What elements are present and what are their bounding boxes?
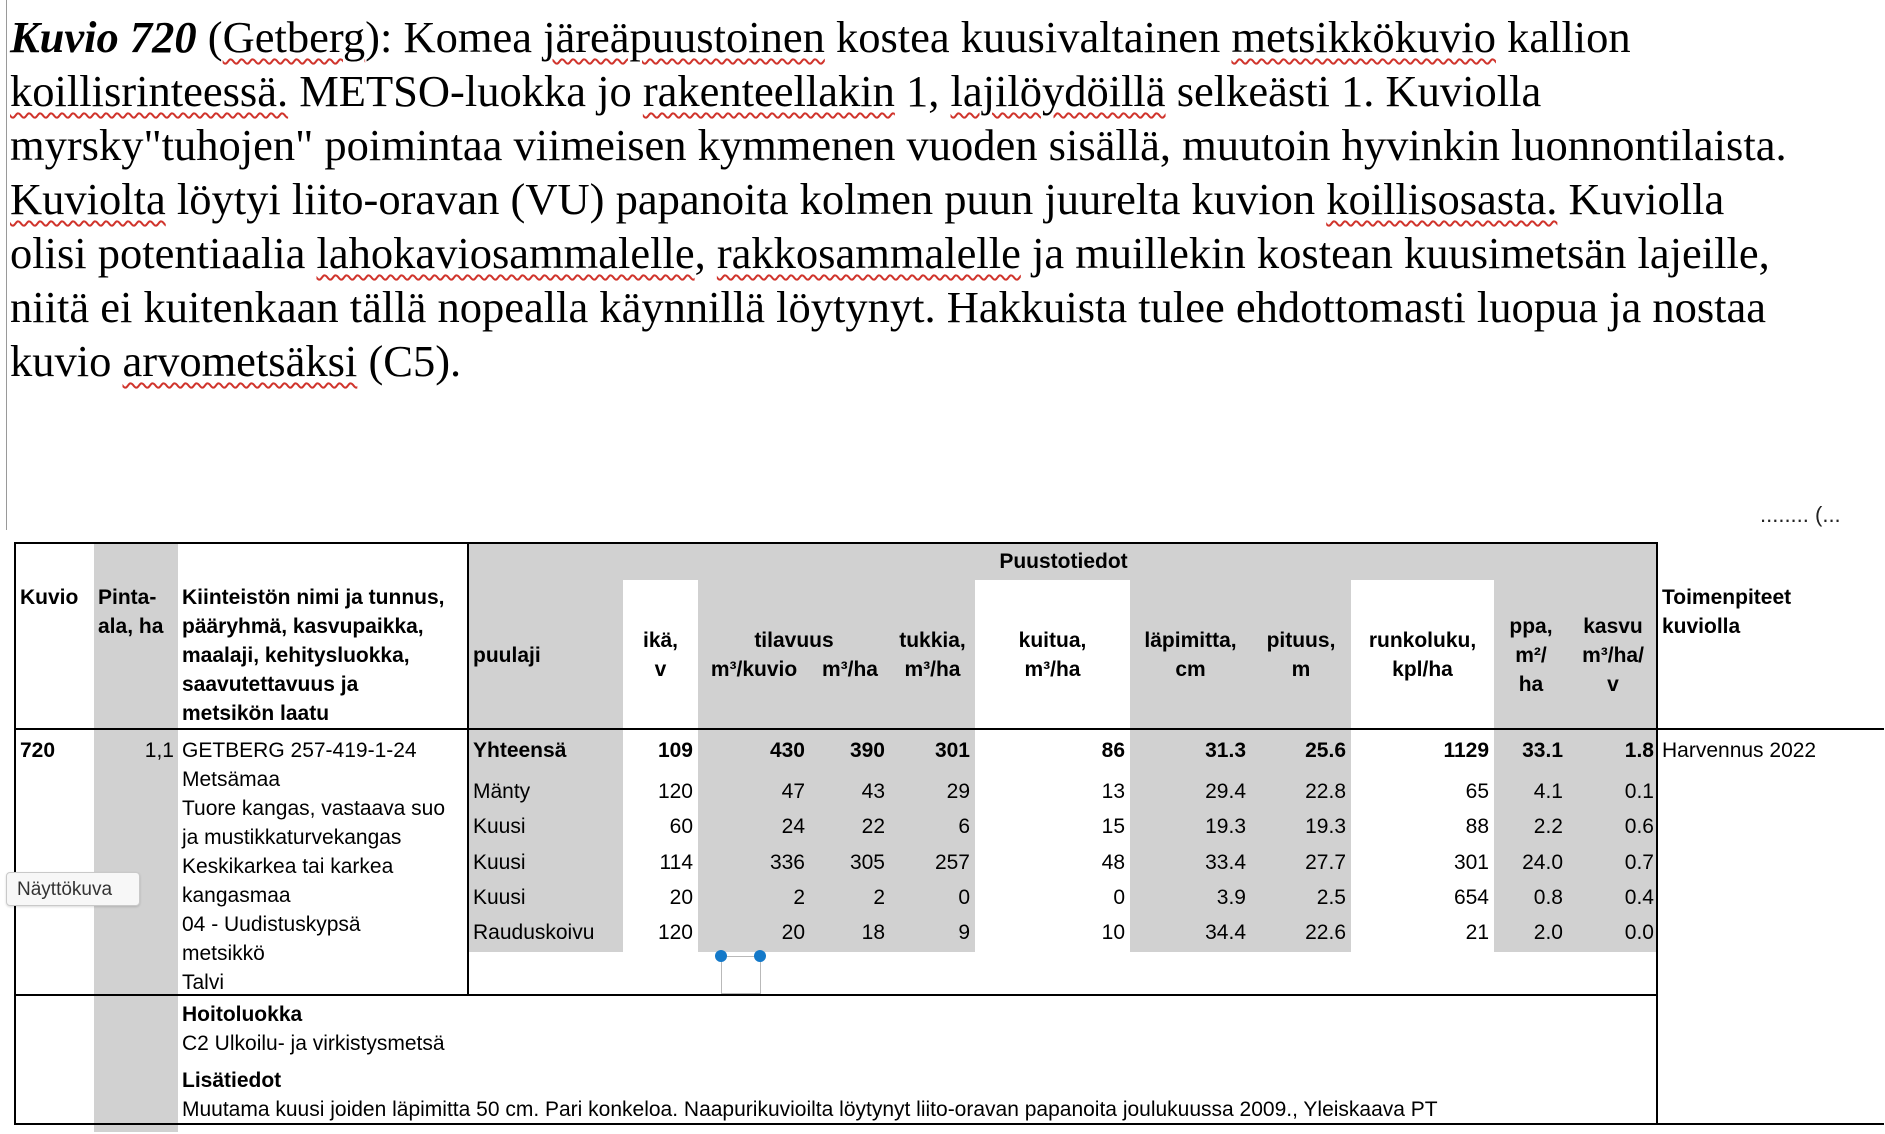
header-kuvio: Kuvio <box>20 586 79 609</box>
header-runko-2: kpl/ha <box>1392 658 1453 681</box>
species-cell-lapi: 19.3 <box>1205 815 1246 838</box>
species-cell-pituus: 22.6 <box>1305 921 1346 944</box>
species-cell-ppa: 2.0 <box>1533 921 1563 944</box>
species-cell-m3ha: 18 <box>861 921 885 944</box>
header-kuitua-1: kuitua, <box>1018 629 1087 652</box>
species-cell-puulaji: Kuusi <box>473 815 526 838</box>
species-cell-m3ha: 2 <box>873 886 885 909</box>
species-cell-runko: 654 <box>1453 886 1489 909</box>
stand-info-line: GETBERG 257-419-1-24 <box>182 739 417 762</box>
total-cell-kuitua: 86 <box>1101 739 1125 762</box>
header-ika-1: ikä, <box>642 629 679 652</box>
table-left-border <box>14 542 16 1125</box>
lisatiedot-title: Lisätiedot <box>182 1069 282 1092</box>
spellcheck-word: rakkosammalelle <box>716 228 1021 278</box>
header-lapi-1: läpimitta, <box>1144 629 1237 652</box>
header-lapi-2: cm <box>1175 658 1206 681</box>
hoitoluokka-title: Hoitoluokka <box>182 1003 303 1026</box>
spellcheck-word: metsikkökuvio <box>1231 12 1496 62</box>
species-cell-puulaji: Kuusi <box>473 851 526 874</box>
total-cell-ppa: 33.1 <box>1522 739 1563 762</box>
species-cell-ika: 120 <box>657 780 693 803</box>
spellcheck-word: rakenteellakin <box>642 66 895 116</box>
header-kiint-3: maalaji, kehitysluokka, <box>182 644 410 667</box>
stand-info-line: kangasmaa <box>182 884 291 907</box>
total-cell-runko: 1129 <box>1443 739 1489 762</box>
text-run: löytyi liito-oravan (VU) papanoita kolmen puun juurelta kuvion <box>165 174 1327 224</box>
header-puustotiedot: Puustotiedot <box>999 550 1128 573</box>
total-cell-lapi: 31.3 <box>1205 739 1246 762</box>
stand-bottom-border <box>14 994 1658 996</box>
header-puulaji: puulaji <box>473 644 541 667</box>
species-cell-pituus: 19.3 <box>1305 815 1346 838</box>
species-cell-tukkia: 257 <box>934 851 970 874</box>
species-cell-pituus: 22.8 <box>1305 780 1346 803</box>
para-line-6: niitä ei kuitenkaan tällä nopealla käynnillä löytynyt. Hakkuista tulee ehdottomasti luopua ja nostaa <box>10 282 1767 332</box>
table-top-border <box>14 542 1658 544</box>
species-cell-ppa: 24.0 <box>1522 851 1563 874</box>
species-cell-ppa: 0.8 <box>1533 886 1563 909</box>
species-cell-lapi: 3.9 <box>1216 886 1246 909</box>
lisatiedot-value: Muutama kuusi joiden läpimitta 50 cm. Pari konkeloa. Naapurikuvioilta löytynyt liito-oravan papanoita joulukuussa 2009., Yleiskaava PT <box>182 1098 1438 1121</box>
text-run: kostea kuusivaltainen <box>824 12 1232 62</box>
header-ika-2: v <box>654 658 667 681</box>
kiint-right-border <box>467 542 469 996</box>
resize-handle-box[interactable] <box>721 956 761 994</box>
species-cell-ika: 60 <box>669 815 693 838</box>
species-cell-kasvu: 0.7 <box>1624 851 1654 874</box>
total-cell-m3ha: 390 <box>849 739 885 762</box>
species-cell-lapi: 29.4 <box>1205 780 1246 803</box>
para-line-3: myrsky"tuhojen" poimintaa viimeisen kymmenen vuoden sisällä, muutoin hyvinkin luonnontilaista. <box>10 120 1787 170</box>
species-cell-kasvu: 0.4 <box>1624 886 1654 909</box>
text-run: , <box>694 228 717 278</box>
text-run: ja muillekin kostean kuusimetsän lajeille, <box>1020 228 1770 278</box>
stand-info-line: metsikkö <box>182 942 265 965</box>
total-cell-pituus: 25.6 <box>1305 739 1346 762</box>
species-cell-kuitua: 48 <box>1101 851 1125 874</box>
species-cell-runko: 21 <box>1465 921 1489 944</box>
species-cell-tukkia: 29 <box>946 780 970 803</box>
clipped-header-fragment: ........ (... <box>1760 502 1841 527</box>
species-cell-lapi: 33.4 <box>1205 851 1246 874</box>
header-kuitua-2: m³/ha <box>1024 658 1081 681</box>
text-run: (C5). <box>357 336 462 386</box>
species-cell-kuitua: 15 <box>1101 815 1125 838</box>
species-cell-puulaji: Rauduskoivu <box>473 921 595 944</box>
text-run: olisi potentiaalia <box>10 228 317 278</box>
header-toimenpiteet-1: Toimenpiteet <box>1662 586 1792 609</box>
species-cell-ppa: 4.1 <box>1533 780 1563 803</box>
text-run: kuvio <box>10 336 123 386</box>
stand-area: 1,1 <box>144 739 174 762</box>
header-tukkia-2: m³/ha <box>904 658 961 681</box>
stand-info-line: 04 - Uudistuskypsä <box>182 913 361 936</box>
text-run: kallion <box>1495 12 1631 62</box>
species-cell-m3ha: 43 <box>861 780 885 803</box>
species-cell-m3kuvio: 24 <box>781 815 805 838</box>
stand-info-line: Talvi <box>182 971 225 994</box>
spellcheck-word: järeäpuustoinen <box>543 12 825 62</box>
species-cell-m3ha: 305 <box>849 851 885 874</box>
stand-kuvio-number: 720 <box>20 739 56 762</box>
header-m3ha: m³/ha <box>821 658 878 681</box>
species-cell-runko: 301 <box>1453 851 1489 874</box>
table-body-blank <box>469 952 1658 996</box>
stand-info-line: Keskikarkea tai karkea <box>182 855 394 878</box>
header-tukkia-1: tukkia, <box>899 629 966 652</box>
header-kiint-1: Kiinteistön nimi ja tunnus, <box>182 586 445 609</box>
header-kiint-2: pääryhmä, kasvupaikka, <box>182 615 424 638</box>
species-cell-kasvu: 0.0 <box>1624 921 1654 944</box>
text-run: selkeästi 1. Kuviolla <box>1165 66 1542 116</box>
species-cell-puulaji: Kuusi <box>473 886 526 909</box>
header-ppa-3: ha <box>1518 673 1544 696</box>
spellcheck-word: Kuviolta <box>10 174 166 224</box>
spellcheck-word: lahokaviosammalelle <box>316 228 695 278</box>
species-cell-tukkia: 9 <box>958 921 970 944</box>
species-cell-m3kuvio: 20 <box>781 921 805 944</box>
spellcheck-word: lajilöydöillä <box>950 66 1166 116</box>
hoitoluokka-value: C2 Ulkoilu- ja virkistysmetsä <box>182 1032 445 1055</box>
species-cell-m3kuvio: 47 <box>781 780 805 803</box>
total-cell-ika: 109 <box>657 739 693 762</box>
species-cell-ika: 114 <box>659 851 693 874</box>
header-kiint-4: saavutettavuus ja <box>182 673 359 696</box>
species-cell-kuitua: 0 <box>1113 886 1125 909</box>
species-cell-pituus: 27.7 <box>1305 851 1346 874</box>
spellcheck-word: Getberg <box>222 12 366 62</box>
header-kasvu-2: m³/ha/ <box>1582 644 1644 667</box>
header-pituus-2: m <box>1291 658 1311 681</box>
spellcheck-word: koillisrinteessä. <box>10 66 289 116</box>
species-cell-m3kuvio: 336 <box>769 851 805 874</box>
species-cell-kuitua: 13 <box>1101 780 1125 803</box>
species-cell-runko: 65 <box>1465 780 1489 803</box>
species-cell-lapi: 34.4 <box>1205 921 1246 944</box>
total-cell-kasvu: 1.8 <box>1624 739 1654 762</box>
stand-action: Harvennus 2022 <box>1662 739 1817 762</box>
header-toimenpiteet-2: kuviolla <box>1662 615 1741 638</box>
species-cell-pituus: 2.5 <box>1316 886 1346 909</box>
spellcheck-word: koillisosasta. <box>1326 174 1558 224</box>
resize-handle-right[interactable] <box>754 950 766 962</box>
kuvio-heading: Kuvio 720 <box>10 12 197 62</box>
header-kasvu-3: v <box>1607 673 1619 696</box>
species-cell-m3kuvio: 2 <box>793 886 805 909</box>
header-pinta-2: ala, ha <box>98 615 164 638</box>
species-cell-puulaji: Mänty <box>473 780 531 803</box>
species-cell-m3ha: 22 <box>861 815 885 838</box>
stand-info-line: ja mustikkaturvekangas <box>182 826 402 849</box>
spellcheck-word: arvometsäksi <box>122 336 358 386</box>
header-ppa-1: ppa, <box>1509 615 1553 638</box>
header-bottom-border <box>14 728 1884 730</box>
header-tilavuus: tilavuus <box>754 629 834 652</box>
species-cell-tukkia: 0 <box>958 886 970 909</box>
header-m3kuvio: m³/kuvio <box>710 658 798 681</box>
text-run: METSO-luokka jo <box>288 66 643 116</box>
header-runko-1: runkoluku, <box>1368 629 1477 652</box>
species-cell-tukkia: 6 <box>958 815 970 838</box>
species-cell-ppa: 2.2 <box>1533 815 1563 838</box>
species-cell-kasvu: 0.1 <box>1624 780 1654 803</box>
header-kiint-5: metsikön laatu <box>182 702 330 725</box>
total-cell-tukkia: 301 <box>934 739 970 762</box>
header-ppa-2: m²/ <box>1515 644 1547 667</box>
text-run: ( <box>196 12 223 62</box>
stand-info-line: Tuore kangas, vastaava suo <box>182 797 446 820</box>
stand-info-line: Metsämaa <box>182 768 281 791</box>
header-kasvu-1: kasvu <box>1583 615 1643 638</box>
species-cell-runko: 88 <box>1465 815 1489 838</box>
text-run: 1, <box>894 66 951 116</box>
screenshot-tooltip[interactable]: Näyttökuva <box>6 872 140 906</box>
species-cell-ika: 120 <box>657 921 693 944</box>
header-pinta-1: Pinta- <box>98 586 157 609</box>
species-cell-kuitua: 10 <box>1101 921 1125 944</box>
resize-handle-left[interactable] <box>715 950 727 962</box>
header-pituus-1: pituus, <box>1266 629 1336 652</box>
total-cell-m3kuvio: 430 <box>769 739 805 762</box>
species-cell-kasvu: 0.6 <box>1624 815 1654 838</box>
text-run: ): Komea <box>365 12 544 62</box>
text-run: Kuviolla <box>1557 174 1725 224</box>
species-cell-ika: 20 <box>669 886 693 909</box>
total-cell-puulaji: Yhteensä <box>473 739 567 762</box>
